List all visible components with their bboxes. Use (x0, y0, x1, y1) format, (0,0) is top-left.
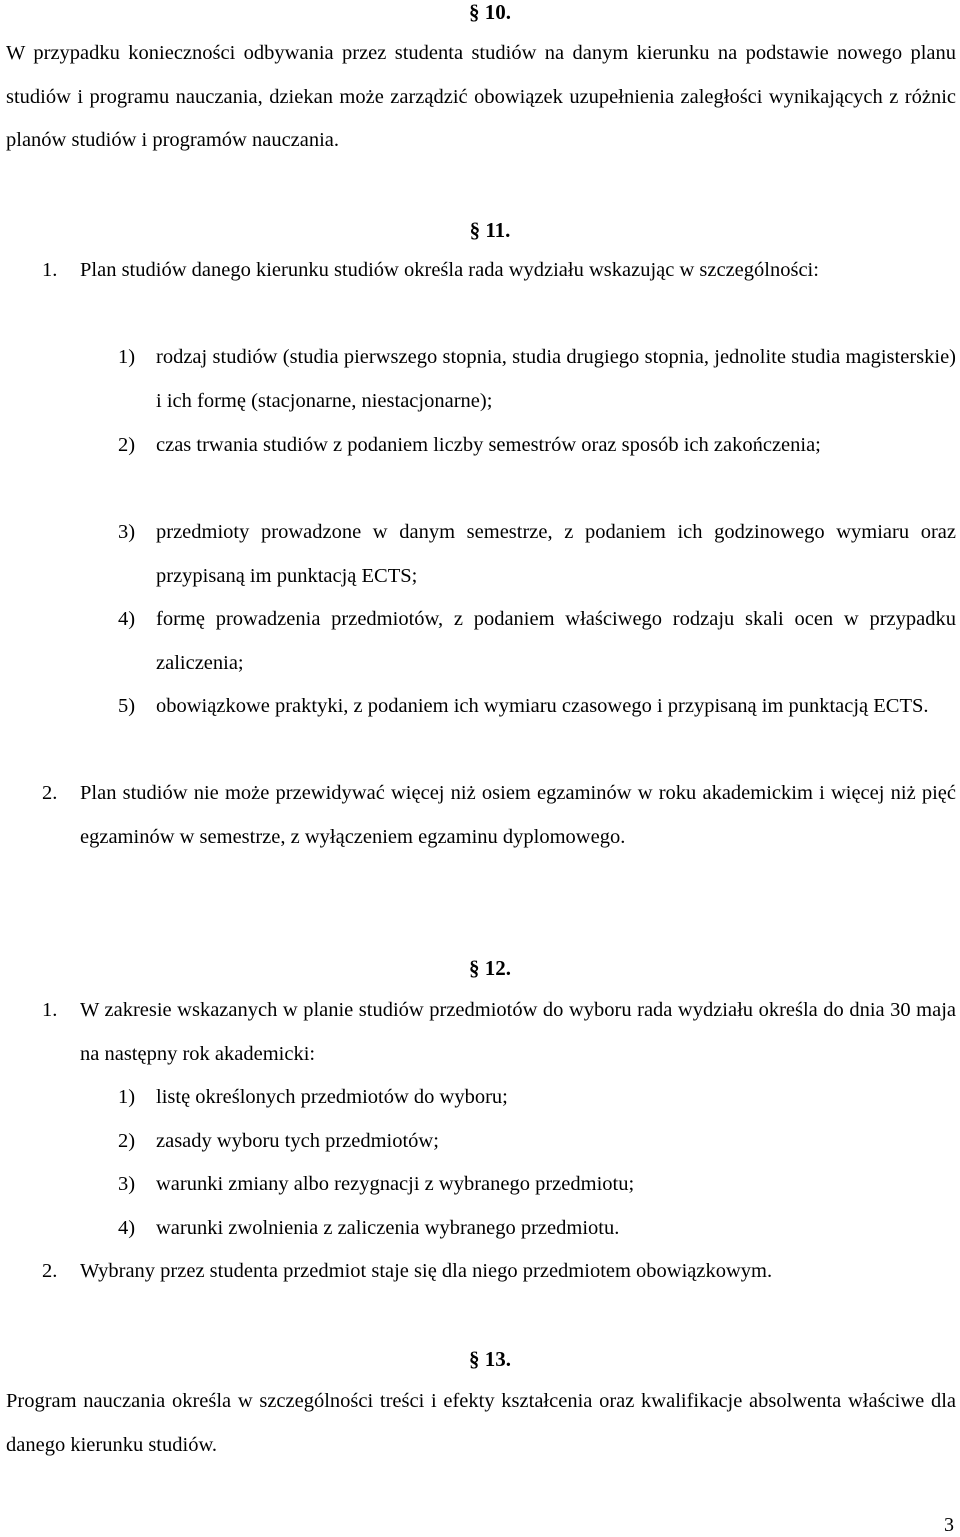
page-number: 3 (944, 1514, 954, 1536)
section-12-paragraph-1-text: W zakresie wskazanych w planie studiów przedmiotów do wyboru rada wydziału określa do dnia 30 maja na następny rok akademicki: (80, 999, 956, 1065)
section-11-paragraph-1-number: 1. (42, 259, 58, 281)
section-13-heading: § 13. (469, 1347, 511, 1371)
section-12-item-4-text: warunki zwolnienia z zaliczenia wybranego przedmiotu. (156, 1217, 620, 1239)
section-12-item-1-text: listę określonych przedmiotów do wyboru; (156, 1086, 508, 1108)
section-12-item-1-number: 1) (118, 1086, 136, 1108)
section-11-paragraph-2-text: Plan studiów nie może przewidywać więcej niż osiem egzaminów w roku akademickim i więcej niż pięć egzaminów w semestrze, z wyłączeniem egzaminu dyplomowego. (80, 782, 956, 848)
section-11-item-2-text: czas trwania studiów z podaniem liczby semestrów oraz sposób ich zakończenia; (156, 434, 821, 456)
section-11-item-3-text: przedmioty prowadzone w danym semestrze, z podaniem ich godzinowego wymiaru oraz przypisaną im punktacją ECTS; (156, 521, 956, 587)
section-10-text: W przypadku konieczności odbywania przez studenta studiów na danym kierunku na podstawie nowego planu studiów i programu nauczania, dziekan może zarządzić obowiązek uzupełnienia zaległości wynikających z różnic planów studiów i programów nauczania. (6, 42, 956, 152)
section-11-heading: § 11. (469, 218, 511, 242)
section-12-item-2-text: zasady wyboru tych przedmiotów; (156, 1130, 439, 1152)
section-12-paragraph-2-text: Wybrany przez studenta przedmiot staje się dla niego przedmiotem obowiązkowym. (80, 1260, 773, 1282)
section-11-item-4-number: 4) (118, 608, 136, 630)
section-12-item-2-number: 2) (118, 1130, 136, 1152)
section-12-item-3-text: warunki zmiany albo rezygnacji z wybranego przedmiotu; (156, 1173, 635, 1195)
section-11-item-1-text: rodzaj studiów (studia pierwszego stopnia, studia drugiego stopnia, jednolite studia magisterskie) i ich formę (stacjonarne, niestacjonarne); (156, 346, 956, 412)
section-11-item-3-number: 3) (118, 521, 136, 543)
section-11-item-1-number: 1) (118, 346, 136, 368)
section-12-heading: § 12. (469, 956, 511, 980)
section-11-paragraph-1-text (80, 249, 956, 293)
section-11-item-2-number: 2) (118, 434, 136, 456)
section-11-paragraph-2-number: 2. (42, 782, 58, 804)
section-13-text: Program nauczania określa w szczególności treści i efekty kształcenia oraz kwalifikacje absolwenta właściwe dla danego kierunku studiów. (6, 1390, 956, 1456)
section-12-paragraph-1-number: 1. (42, 999, 58, 1021)
section-11-item-5-number: 5) (118, 695, 136, 717)
section-11-paragraph-1-body: Plan studiów danego kierunku studiów określa rada wydziału wskazując w szczególności: (80, 259, 819, 281)
section-11-item-5-text: obowiązkowe praktyki, z podaniem ich wymiaru czasowego i przypisaną im punktacją ECTS. (156, 695, 929, 717)
section-12-item-3-number: 3) (118, 1173, 136, 1195)
section-10-heading: § 10. (469, 0, 511, 24)
section-12-item-4-number: 4) (118, 1217, 136, 1239)
section-12-paragraph-2-number: 2. (42, 1260, 58, 1282)
section-11-item-4-text: formę prowadzenia przedmiotów, z podaniem właściwego rodzaju skali ocen w przypadku zaliczenia; (156, 608, 956, 674)
